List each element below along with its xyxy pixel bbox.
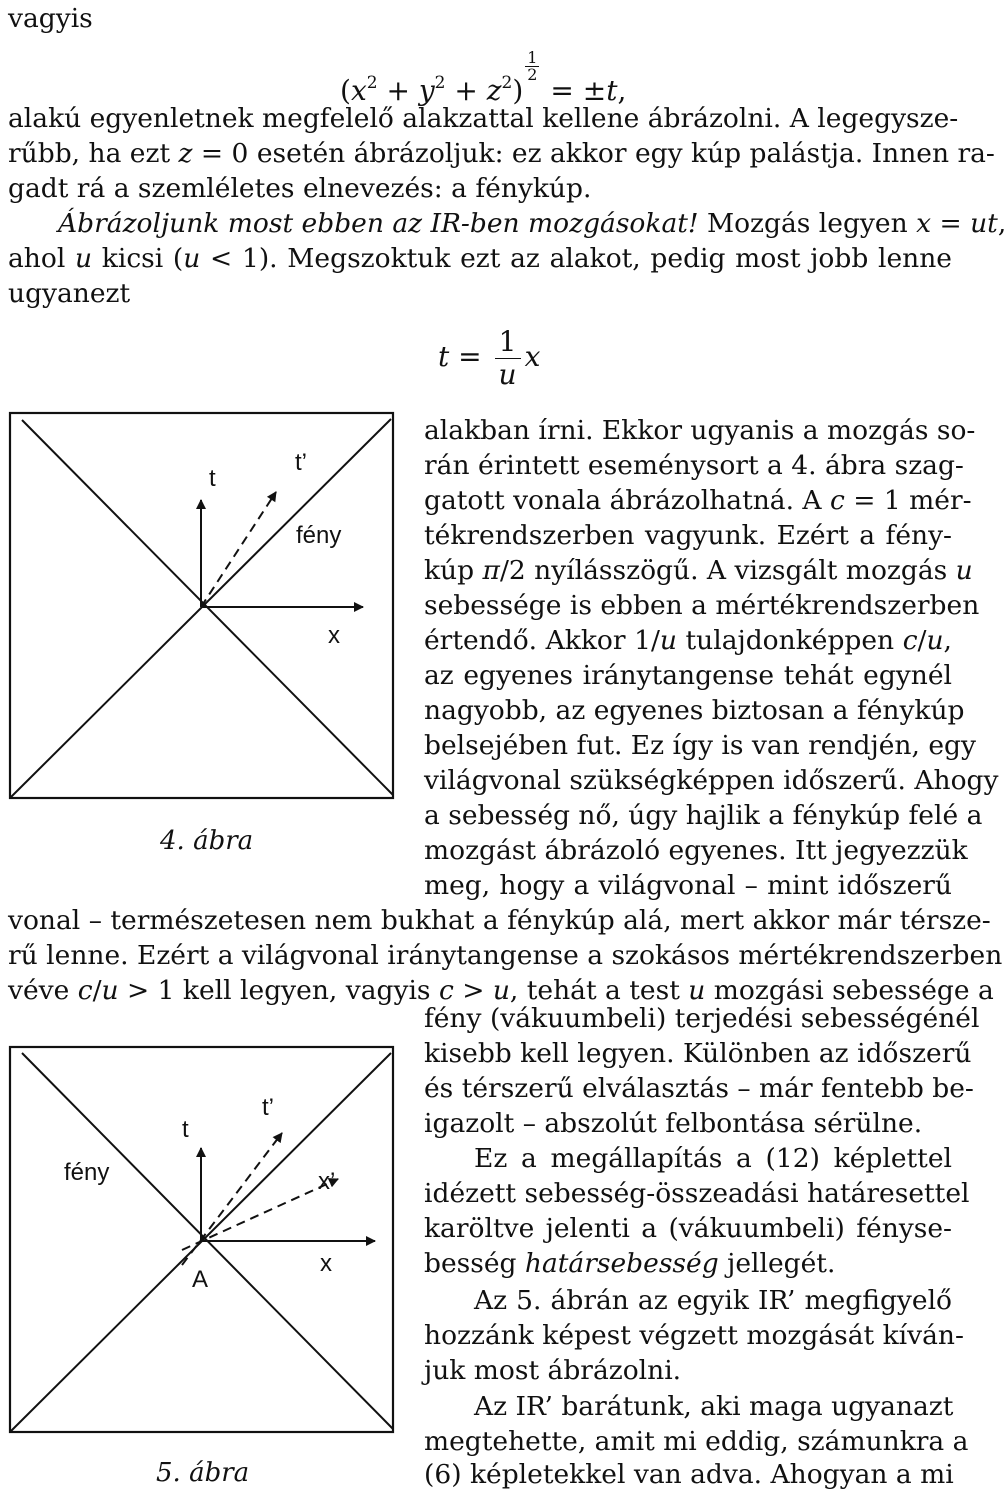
text-line [474,1142,952,1176]
text-line [424,764,999,798]
light-label: fény [64,1159,110,1186]
text-span: világvonal szükségképpen időszerű. Ahogy [424,765,999,796]
text-span: jellegét. [718,1248,836,1279]
text-span: igazolt – abszolút felbontása sérülne. [424,1108,923,1139]
text-line [8,172,952,206]
worldline-dashed [201,492,276,607]
text-span: meg, hogy a világvonal – mint időszerű [424,870,952,901]
text-span: gatott vonala ábrázolhatná. A [424,485,830,516]
figure-4-diagram [8,410,408,810]
figure-5-caption: 5. ábra [156,1458,250,1488]
text-span: / [92,975,102,1006]
text-span: juk most ábrázolni. [424,1355,682,1386]
text-span: c [77,975,93,1006]
text-span: besség [424,1248,525,1279]
text-span: a sebesség nő, úgy hajlik a fénykúp felé a [424,800,983,831]
text-span: , [943,625,952,656]
text-span: (6) képletekkel van adva. Ahogyan a mi [424,1459,954,1490]
text-span: rán érintett eseménysort a 4. ábra szag- [424,450,964,481]
text-span: u [659,625,677,656]
text-line [8,904,991,938]
x-axis-label: x [328,622,340,649]
text-span: u [955,555,973,586]
text-span: Ez a megállapítás a (12) képlettel [474,1143,952,1174]
text-line [424,624,952,658]
text-span: / [917,625,927,656]
text-span: > 1 kell legyen, vagyis [118,975,439,1006]
text-span: rű lenne. Ezért a világvonal iránytangense a szokásos mértékrendszerben [8,940,1003,971]
text-span: , [997,208,1006,239]
text-line [424,484,972,518]
text-line [8,2,93,36]
text-line [58,207,1006,241]
text-line [424,869,952,903]
light-label: fény [296,522,342,549]
text-line [424,1247,952,1281]
text-line [8,102,959,136]
text-span: /2 nyílásszögű. A vizsgált mozgás [499,555,956,586]
text-span: u [688,975,706,1006]
text-span: fény (vákuumbeli) terjedési sebességénél [424,1003,980,1034]
exponent-numerator: 1 [527,48,538,67]
formula-part: t [606,74,618,107]
figure-4-caption: 4. ábra [160,826,254,856]
text-span: Az IR’ barátunk, aki maga ugyanazt [474,1391,954,1422]
text-span: sebessége is ebben a mértékrendszerben [424,590,980,621]
text-span: mozgási sebessége a [705,975,994,1006]
text-span: megtehette, amit mi eddig, számunkra a [424,1426,969,1457]
text-span: c [830,485,845,516]
text-line [424,1002,980,1036]
text-span: u [75,243,93,274]
text-span: ugyanezt [8,278,131,309]
text-span: véve [8,975,78,1006]
text-span: és térszerű elválasztás – már fentebb be- [424,1073,974,1104]
formula-part: ( [340,74,351,107]
text-line [424,1212,952,1246]
formula-part: = ± [541,74,607,107]
text-line [424,1177,970,1211]
formula-part: y [418,74,435,107]
text-line [424,834,968,868]
text-span: u [101,975,119,1006]
text-span: hozzánk képest végzett mozgását kíván- [424,1320,964,1351]
formula-part: x [350,74,367,107]
fraction-numerator: 1 [495,326,521,359]
text-span: < 1). Megszoktuk ezt az alakot, pedig most jobb lenne [200,243,952,274]
light-cone-line [10,419,391,798]
text-span: belsejében fut. Ez így is van rendjén, egy [424,730,976,761]
text-span: = [931,208,971,239]
text-line [424,1319,964,1353]
text-span: x [916,208,932,239]
t-prime-label: t’ [262,1094,274,1121]
formula-part: 2 [366,73,378,93]
formula-part: ) [512,74,524,107]
formula-light-cone [340,50,626,107]
text-span: u [492,975,510,1006]
text-span: u [183,243,201,274]
formula-part: 2 [501,73,513,93]
text-line [424,799,983,833]
formula-part: = [449,340,491,373]
text-span: alakú egyenletnek megfelelő alakzattal kellene ábrázolni. A legegysze- [8,103,959,134]
text-line [424,1354,952,1388]
exponent-fraction [525,50,539,83]
text-span: vonal – természetesen nem bukhat a fénykúp alá, mert akkor már térsze- [8,905,991,936]
exponent-denominator: 2 [527,65,538,84]
text-span: Az 5. ábrán az egyik IR’ megfigyelő [474,1285,952,1316]
text-span: c [438,975,454,1006]
formula-part: , [617,74,627,107]
text-span: Mozgás legyen [698,208,917,239]
fraction-denominator: u [498,358,517,391]
origin-label: A [192,1266,209,1293]
formula-part: + [445,74,487,107]
text-span: értendő. Akkor 1/ [424,625,660,656]
text-line [424,694,965,728]
text-line [424,554,973,588]
text-span: határsebesség [524,1248,719,1279]
text-span: , tehát a test [509,975,689,1006]
text-line [424,659,952,693]
text-line [424,519,952,553]
text-span: ut [970,208,998,239]
text-span: kisebb kell legyen. Különben az időszerű [424,1038,972,1069]
text-span: kúp [424,555,483,586]
text-span: π [482,555,500,586]
x-prime-label: x’ [318,1168,336,1195]
text-line [424,589,980,623]
text-span: > [453,975,493,1006]
text-line [424,414,976,448]
text-line [474,1390,952,1424]
text-span: kicsi ( [92,243,184,274]
text-span: az egyenes iránytangense tehát egynél [424,660,952,691]
text-line [424,1107,952,1141]
text-span: c [902,625,918,656]
text-span: alakban írni. Ekkor ugyanis a mozgás so- [424,415,976,446]
text-line [424,1425,969,1459]
text-span: z [178,138,193,169]
formula-part: x [524,340,541,373]
formula-part: 2 [434,73,446,93]
fraction [495,326,521,391]
text-span: mozgást ábrázoló egyenes. Itt jegyezzük [424,835,968,866]
text-span: tulajdonképpen [676,625,903,656]
text-line [8,242,952,276]
t-axis-label: t [182,1116,189,1143]
text-line [424,1037,972,1071]
text-span: vagyis [8,3,93,34]
text-line [474,1284,952,1318]
formula-part: z [486,74,502,107]
text-span: tékrendszerben vagyunk. Ezért a fény- [424,520,952,551]
text-line [8,137,995,171]
text-span: = 1 mér- [844,485,972,516]
t-axis-label: t [209,465,216,492]
x-axis-label: x [320,1250,332,1277]
text-span: idézett sebesség-összeadási határesettel [424,1178,970,1209]
text-line [424,1458,952,1492]
text-span: nagyobb, az egyenes biztosan a fénykúp [424,695,965,726]
text-line [424,1072,974,1106]
text-line [424,449,964,483]
text-span: karöltve jelenti a (vákuumbeli) fényse- [424,1213,952,1244]
formula-part: t [438,340,450,373]
t-prime-label: t’ [295,449,307,476]
text-span: gadt rá a szemléletes elnevezés: a fénykúp. [8,173,592,204]
text-span: rűbb, ha ezt [8,138,179,169]
formula-worldline [438,326,540,391]
text-line [8,939,1003,973]
figure-5-diagram [8,1044,408,1444]
text-line [424,729,976,763]
text-line [8,277,952,311]
formula-part: + [377,74,419,107]
text-span: ahol [8,243,75,274]
text-span: = 0 esetén ábrázoljuk: ez akkor egy kúp palástja. Innen ra- [192,138,995,169]
text-span: u [926,625,944,656]
text-span: Ábrázoljunk most ebben az IR-ben mozgásokat! [58,208,699,239]
